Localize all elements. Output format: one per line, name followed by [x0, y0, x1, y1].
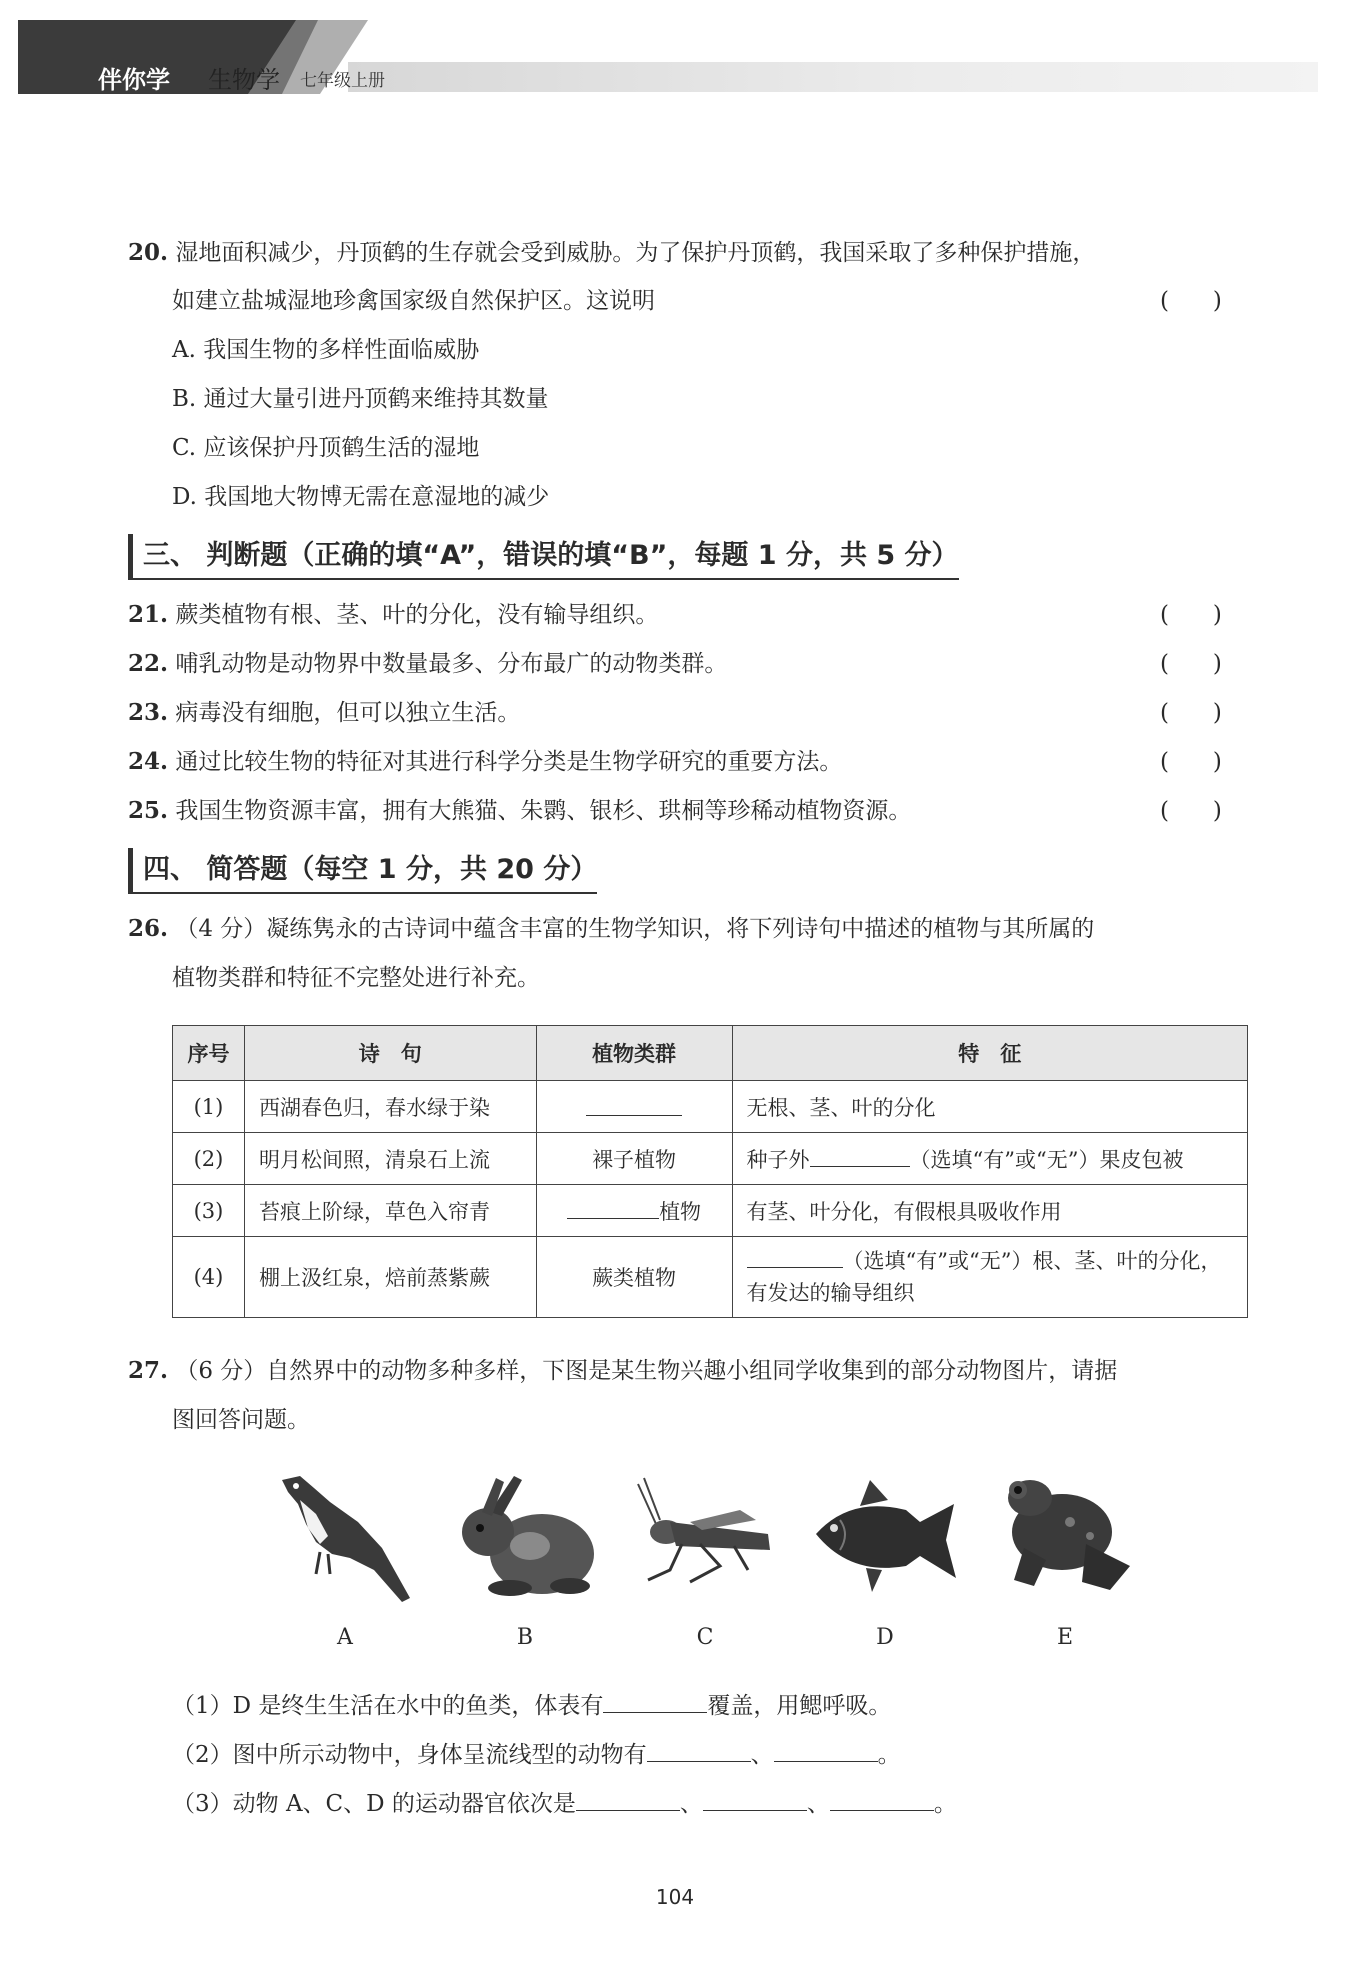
page-number: 104	[655, 1885, 695, 1909]
row-poem: 西湖春色归，春水绿于染	[244, 1081, 536, 1133]
animal-label-b: B	[516, 1625, 534, 1650]
table-row	[173, 1185, 1248, 1237]
table-row	[173, 1081, 1248, 1133]
answer-blank[interactable]	[703, 1788, 807, 1811]
q26-text1: （4 分）凝练隽永的古诗词中蕴含丰富的生物学知识，将下列诗句中描述的植物与其所属的	[175, 916, 1095, 942]
table-header-row	[173, 1026, 1248, 1081]
q25-text: 我国生物资源丰富，拥有大熊猫、朱鹮、银杉、珙桐等珍稀动植物资源。	[175, 798, 912, 824]
section4-heading: 四、 简答题（每空 1 分，共 20 分）	[128, 848, 597, 894]
row-group: 蕨类植物	[536, 1237, 732, 1318]
separator: 、	[806, 1791, 830, 1817]
separator: 、	[679, 1791, 703, 1817]
q20-stem-line1	[128, 238, 1095, 268]
feature-text-post: （选填“有”或“无”）果皮包被	[909, 1147, 1184, 1172]
row-group: 裸子植物	[536, 1133, 732, 1185]
row-index: (1)	[173, 1081, 245, 1133]
q24-paren: ( )	[1160, 749, 1222, 775]
q24-text: 通过比较生物的特征对其进行科学分类是生物学研究的重要方法。	[175, 749, 843, 775]
q22-number: 22.	[128, 650, 169, 677]
q26-line2: 植物类群和特征不完整处进行补充。	[172, 965, 540, 991]
row-index: (4)	[173, 1237, 245, 1318]
fish-image	[810, 1470, 960, 1610]
end-mark: 。	[933, 1791, 957, 1817]
animal-label-c: C	[696, 1625, 714, 1650]
answer-blank[interactable]	[774, 1739, 878, 1762]
sub1-text-pre: （1）D 是终生生活在水中的鱼类，体表有	[172, 1693, 604, 1719]
animal-label-d: D	[876, 1625, 894, 1650]
answer-blank[interactable]	[747, 1245, 843, 1268]
page-header	[18, 20, 1318, 94]
feature-text-post: 有发达的输导组织	[746, 1281, 915, 1305]
table-row	[173, 1237, 1248, 1318]
col-header-index: 序号	[173, 1026, 245, 1081]
q21-paren: ( )	[1160, 602, 1222, 628]
q20-answer-paren: ( )	[1160, 288, 1222, 314]
q26-line1	[128, 914, 1094, 944]
q23-line	[128, 698, 520, 728]
sub3-text-pre: （3）动物 A、C、D 的运动器官依次是	[172, 1791, 576, 1817]
sub1-text-post: 覆盖，用鳃呼吸。	[707, 1693, 892, 1719]
separator: 、	[750, 1742, 774, 1768]
q22-paren: ( )	[1160, 651, 1222, 677]
row-feature	[732, 1133, 1248, 1185]
feature-text-pre: （选填“有”或“无”）根、茎、叶的分化，	[842, 1249, 1222, 1273]
header-band	[348, 62, 1318, 92]
row-index: (2)	[173, 1133, 245, 1185]
q27-number: 27.	[128, 1357, 169, 1384]
col-header-feature: 特 征	[732, 1026, 1248, 1081]
group-suffix: 植物	[659, 1199, 702, 1224]
row-poem: 明月松间照，清泉石上流	[244, 1133, 536, 1185]
answer-blank[interactable]	[647, 1739, 751, 1762]
q27-line2: 图回答问题。	[172, 1407, 310, 1433]
section3-heading: 三、 判断题（正确的填“A”，错误的填“B”，每题 1 分，共 5 分）	[128, 534, 959, 580]
row-group-blank[interactable]	[536, 1081, 732, 1133]
q20-number: 20.	[128, 239, 169, 266]
series-title: 伴你学	[98, 66, 170, 94]
row-feature: 有茎、叶分化，有假根具吸收作用	[732, 1185, 1248, 1237]
q21-line	[128, 600, 658, 630]
answer-blank[interactable]	[576, 1788, 680, 1811]
answer-blank[interactable]	[830, 1788, 934, 1811]
bird-image	[270, 1470, 420, 1610]
row-poem: 棚上汲红泉，焙前蒸紫蕨	[244, 1237, 536, 1318]
q25-number: 25.	[128, 797, 169, 824]
q25-paren: ( )	[1160, 798, 1222, 824]
sub2-text-pre: （2）图中所示动物中，身体呈流线型的动物有	[172, 1742, 647, 1768]
grasshopper-image	[630, 1470, 780, 1610]
q27-line1	[128, 1356, 1117, 1386]
q27-sub3	[172, 1788, 957, 1819]
q20-stem-text1: 湿地面积减少，丹顶鹤的生存就会受到威胁。为了保护丹顶鹤，我国采取了多种保护措施，	[175, 240, 1096, 266]
row-index: (3)	[173, 1185, 245, 1237]
row-poem: 苔痕上阶绿，草色入帘青	[244, 1185, 536, 1237]
answer-blank[interactable]	[810, 1144, 910, 1167]
col-header-group: 植物类群	[536, 1026, 732, 1081]
row-feature: 无根、茎、叶的分化	[732, 1081, 1248, 1133]
answer-blank[interactable]	[567, 1196, 659, 1219]
q20-stem-line2: 如建立盐城湿地珍禽国家级自然保护区。这说明	[172, 288, 655, 314]
answer-blank[interactable]	[586, 1093, 682, 1116]
q25-line	[128, 796, 911, 826]
table-row	[173, 1133, 1248, 1185]
col-header-poem: 诗 句	[244, 1026, 536, 1081]
rabbit-image	[450, 1470, 600, 1610]
q27-text1: （6 分）自然界中的动物多种多样，下图是某生物兴趣小组同学收集到的部分动物图片，请据	[175, 1358, 1118, 1384]
q20-option-b: B. 通过大量引进丹顶鹤来维持其数量	[172, 386, 549, 412]
row-group	[536, 1185, 732, 1237]
plant-table	[172, 1025, 1248, 1318]
q27-sub1	[172, 1690, 891, 1721]
grade-label: 七年级上册	[300, 71, 385, 91]
end-mark: 。	[877, 1742, 901, 1768]
q26-number: 26.	[128, 915, 169, 942]
q23-text: 病毒没有细胞，但可以独立生活。	[175, 700, 521, 726]
row-feature	[732, 1237, 1248, 1318]
frog-image	[990, 1470, 1140, 1610]
q23-paren: ( )	[1160, 700, 1222, 726]
answer-blank[interactable]	[603, 1690, 707, 1713]
q20-option-c: C. 应该保护丹顶鹤生活的湿地	[172, 435, 480, 461]
q24-number: 24.	[128, 748, 169, 775]
feature-text-pre: 种子外	[746, 1147, 810, 1172]
subject-title: 生物学	[208, 66, 280, 94]
animal-label-a: A	[337, 1625, 353, 1650]
animal-label-e: E	[1056, 1625, 1074, 1650]
q27-sub2	[172, 1739, 901, 1770]
q20-option-a: A. 我国生物的多样性面临威胁	[172, 337, 480, 363]
q21-number: 21.	[128, 601, 169, 628]
q22-text: 哺乳动物是动物界中数量最多、分布最广的动物类群。	[175, 651, 728, 677]
q22-line	[128, 649, 727, 679]
animal-figure	[270, 1470, 1150, 1650]
q21-text: 蕨类植物有根、茎、叶的分化，没有输导组织。	[175, 602, 659, 628]
q23-number: 23.	[128, 699, 169, 726]
q20-option-d: D. 我国地大物博无需在意湿地的减少	[172, 484, 550, 510]
q24-line	[128, 747, 842, 777]
